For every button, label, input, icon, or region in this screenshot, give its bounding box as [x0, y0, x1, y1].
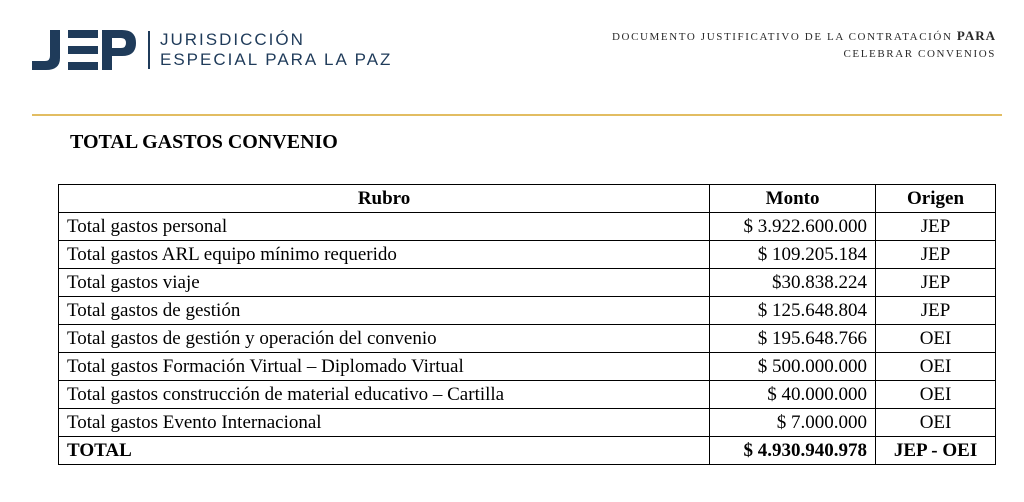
rubro-cell: Total gastos de gestión [59, 297, 710, 325]
total-monto-cell: $ 4.930.940.978 [710, 437, 876, 465]
logo-letter-p-icon [102, 30, 136, 70]
column-header-rubro: Rubro [59, 185, 710, 213]
table-row [59, 297, 996, 325]
document-title-line-1-text: DOCUMENTO JUSTIFICATIVO DE LA CONTRATACIÓN [611, 31, 953, 43]
origen-cell: JEP [876, 241, 996, 269]
table-row [59, 353, 996, 381]
rubro-cell: Total gastos de gestión y operación del convenio [59, 325, 710, 353]
table-row [59, 325, 996, 353]
jep-logo [30, 30, 392, 70]
monto-cell: $ 40.000.000 [710, 381, 876, 409]
rubro-cell: Total gastos viaje [59, 269, 710, 297]
document-title-line-2: CELEBRAR CONVENIOS [843, 48, 996, 60]
logo-line-2: ESPECIAL PARA LA PAZ [160, 50, 393, 69]
rubro-cell: Total gastos personal [59, 213, 710, 241]
monto-cell: $ 109.205.184 [710, 241, 876, 269]
rubro-cell: Total gastos Evento Internacional [59, 409, 710, 437]
document-title [612, 27, 996, 63]
table-row [59, 213, 996, 241]
logo-line-1: JURISDICCIÓN [160, 30, 305, 49]
rubro-cell: Total gastos ARL equipo mínimo requerido [59, 241, 710, 269]
table-row [59, 269, 996, 297]
table-row [59, 409, 996, 437]
logo-letter-e-icon [68, 30, 98, 70]
monto-cell: $ 195.648.766 [710, 325, 876, 353]
section-title: TOTAL GASTOS CONVENIO [70, 131, 338, 153]
rubro-cell: Total gastos Formación Virtual – Diplomado Virtual [59, 353, 710, 381]
monto-cell: $30.838.224 [710, 269, 876, 297]
header-divider [32, 114, 1002, 116]
document-title-line-1 [612, 27, 996, 46]
logo-divider [148, 31, 150, 69]
table-header-row [59, 185, 996, 213]
origen-cell: OEI [876, 409, 996, 437]
origen-cell: OEI [876, 353, 996, 381]
column-header-monto: Monto [710, 185, 876, 213]
table-row [59, 241, 996, 269]
rubro-cell: Total gastos construcción de material educativo – Cartilla [59, 381, 710, 409]
monto-cell: $ 125.648.804 [710, 297, 876, 325]
total-label-cell: TOTAL [59, 437, 710, 465]
origen-cell: OEI [876, 325, 996, 353]
expenses-table [58, 184, 996, 465]
jep-logo-mark [30, 30, 136, 70]
origen-cell: JEP [876, 297, 996, 325]
document-title-line-1-end: PARA [956, 28, 996, 43]
origen-cell: OEI [876, 381, 996, 409]
logo-text [160, 30, 392, 70]
monto-cell: $ 7.000.000 [710, 409, 876, 437]
origen-cell: JEP [876, 269, 996, 297]
table-row [59, 381, 996, 409]
total-origen-cell: JEP - OEI [876, 437, 996, 465]
table-total-row [59, 437, 996, 465]
logo-letter-j-icon [30, 30, 64, 70]
monto-cell: $ 500.000.000 [710, 353, 876, 381]
monto-cell: $ 3.922.600.000 [710, 213, 876, 241]
origen-cell: JEP [876, 213, 996, 241]
column-header-origen: Origen [876, 185, 996, 213]
